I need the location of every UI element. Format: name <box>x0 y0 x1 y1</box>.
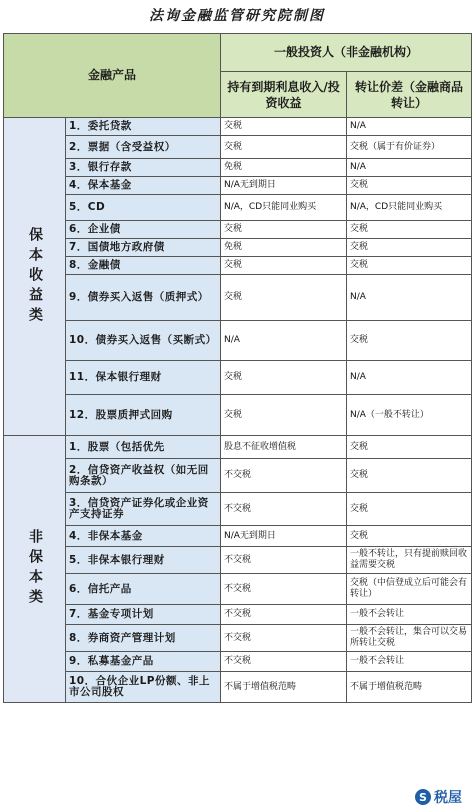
watermark <box>415 787 462 807</box>
product-cell: 8．金融债 <box>66 257 221 275</box>
transfer-cell: 交税（中信登成立后可能会有转让） <box>347 574 472 605</box>
interest-cell: 股息不征收增值税 <box>221 436 347 459</box>
product-cell: 1．委托贷款 <box>66 118 221 136</box>
table-row <box>4 547 472 574</box>
transfer-cell: 交税 <box>347 459 472 493</box>
interest-cell: 免税 <box>221 239 347 257</box>
table-row <box>4 493 472 526</box>
category-cell: 保本收益类 <box>4 118 66 436</box>
table-row <box>4 526 472 547</box>
product-cell: 9．债券买入返售（质押式） <box>66 275 221 321</box>
product-column-header: 金融产品 <box>4 34 221 118</box>
table-row <box>4 159 472 177</box>
product-cell: 3．银行存款 <box>66 159 221 177</box>
transfer-cell: 一般不转让，只有提前赎回收益需要交税 <box>347 547 472 574</box>
transfer-cell: 交税 <box>347 221 472 239</box>
product-cell: 6．信托产品 <box>66 574 221 605</box>
interest-cell: N/A无到期日 <box>221 177 347 195</box>
interest-cell: N/A无到期日 <box>221 526 347 547</box>
transfer-cell: 交税 <box>347 257 472 275</box>
product-cell: 4．保本基金 <box>66 177 221 195</box>
interest-cell: 交税 <box>221 257 347 275</box>
product-cell: 6．企业债 <box>66 221 221 239</box>
table-row <box>4 672 472 703</box>
interest-cell: 不属于增值税范畴 <box>221 672 347 703</box>
interest-cell: 不交税 <box>221 625 347 652</box>
table-row <box>4 257 472 275</box>
tax-table <box>3 33 472 703</box>
product-cell: 11．保本银行理财 <box>66 361 221 395</box>
table-row <box>4 395 472 436</box>
product-cell: 2．信贷资产收益权（如无回购条款） <box>66 459 221 493</box>
interest-cell: 交税 <box>221 275 347 321</box>
transfer-cell: 交税 <box>347 436 472 459</box>
interest-cell: 免税 <box>221 159 347 177</box>
product-cell: 5．非保本银行理财 <box>66 547 221 574</box>
table-row <box>4 321 472 361</box>
investor-group-header: 一般投资人（非金融机构） <box>221 34 472 72</box>
product-cell: 10．债券买入返售（买断式） <box>66 321 221 361</box>
product-cell: 9．私募基金产品 <box>66 652 221 672</box>
interest-cell: 不交税 <box>221 493 347 526</box>
transfer-cell: 交税 <box>347 526 472 547</box>
interest-cell: 交税 <box>221 136 347 159</box>
product-cell: 8．券商资产管理计划 <box>66 625 221 652</box>
interest-cell: 不交税 <box>221 574 347 605</box>
product-cell: 3．信贷资产证券化或企业资产支持证券 <box>66 493 221 526</box>
interest-cell: 不交税 <box>221 652 347 672</box>
transfer-cell: 交税 <box>347 239 472 257</box>
table-row <box>4 136 472 159</box>
transfer-column-header: 转让价差（金融商品转让） <box>347 72 472 118</box>
table-row <box>4 574 472 605</box>
table-row <box>4 221 472 239</box>
table-row <box>4 118 472 136</box>
interest-cell: 交税 <box>221 221 347 239</box>
interest-cell: N/A，CD只能同业购买 <box>221 195 347 221</box>
product-cell: 7．基金专项计划 <box>66 605 221 625</box>
shuiwu-logo-icon: S <box>415 789 431 805</box>
table-row <box>4 177 472 195</box>
transfer-cell: N/A <box>347 159 472 177</box>
product-cell: 7．国债地方政府债 <box>66 239 221 257</box>
interest-cell: 不交税 <box>221 459 347 493</box>
transfer-cell: N/A <box>347 118 472 136</box>
interest-cell: 交税 <box>221 395 347 436</box>
table-row <box>4 195 472 221</box>
product-cell: 10．合伙企业LP份额、非上市公司股权 <box>66 672 221 703</box>
table-row <box>4 275 472 321</box>
transfer-cell: 交税 <box>347 321 472 361</box>
interest-cell: 交税 <box>221 361 347 395</box>
header-row-top <box>4 34 472 72</box>
product-cell: 5．CD <box>66 195 221 221</box>
interest-cell: 不交税 <box>221 547 347 574</box>
interest-column-header: 持有到期利息收入/投资收益 <box>221 72 347 118</box>
table-row <box>4 652 472 672</box>
category-cell: 非保本类 <box>4 436 66 703</box>
product-cell: 2．票据（含受益权） <box>66 136 221 159</box>
watermark-text: 税屋 <box>434 790 462 806</box>
tax-table-body <box>4 34 472 703</box>
transfer-cell: 一般不会转让，集合可以交易所转让交税 <box>347 625 472 652</box>
transfer-cell: N/A <box>347 275 472 321</box>
table-row <box>4 239 472 257</box>
table-row <box>4 625 472 652</box>
table-row <box>4 605 472 625</box>
transfer-cell: N/A <box>347 361 472 395</box>
transfer-cell: 一般不会转让 <box>347 605 472 625</box>
transfer-cell: 不属于增值税范畴 <box>347 672 472 703</box>
product-cell: 4．非保本基金 <box>66 526 221 547</box>
transfer-cell: 交税 <box>347 177 472 195</box>
transfer-cell: 交税 <box>347 493 472 526</box>
table-row <box>4 459 472 493</box>
table-row <box>4 436 472 459</box>
page-title: 法询金融监管研究院制图 <box>149 8 325 24</box>
product-cell: 1．股票（包括优先 <box>66 436 221 459</box>
table-row <box>4 361 472 395</box>
transfer-cell: N/A（一般不转让） <box>347 395 472 436</box>
interest-cell: N/A <box>221 321 347 361</box>
interest-cell: 不交税 <box>221 605 347 625</box>
product-cell: 12．股票质押式回购 <box>66 395 221 436</box>
transfer-cell: 交税（属于有价证券） <box>347 136 472 159</box>
transfer-cell: 一般不会转让 <box>347 652 472 672</box>
transfer-cell: N/A，CD只能同业购买 <box>347 195 472 221</box>
interest-cell: 交税 <box>221 118 347 136</box>
